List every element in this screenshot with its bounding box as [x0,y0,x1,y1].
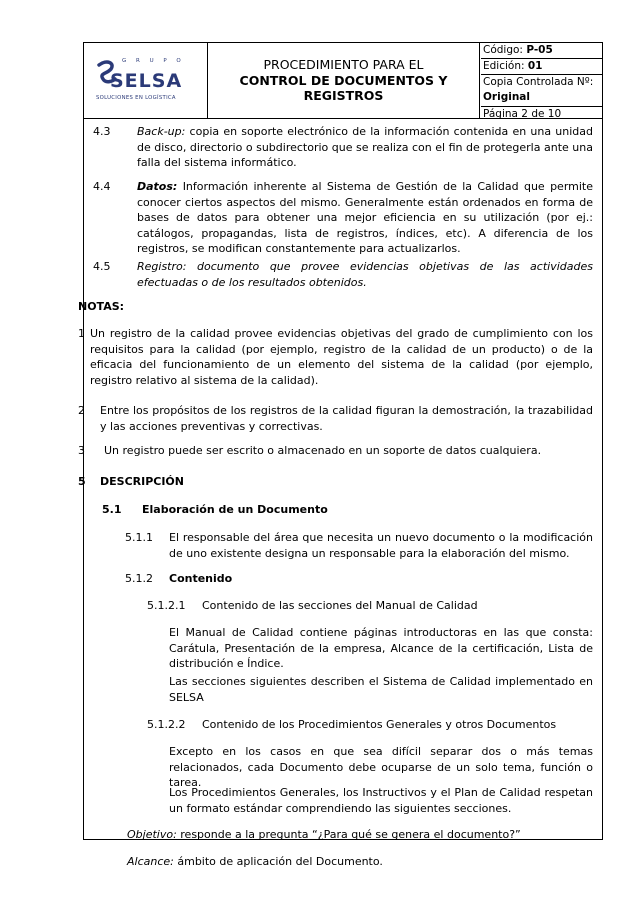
definition-datos [137,179,593,257]
paragraph-excepto: Excepto en los casos en que sea difícil separar dos o más temas relacionados, cada Documento debe ocuparse de un solo tema, función o tarea. [169,745,593,789]
section-title: DESCRIPCIÓN [100,475,184,488]
subsection-number: 5.1 [102,503,122,516]
title-line-2: CONTROL DE DOCUMENTOS Y [239,72,448,88]
edicion-value: 01 [527,60,543,72]
copia-value: Original [483,91,530,103]
document-page [78,42,603,868]
item-number: 4.5 [93,260,111,273]
item-number: 5.1.2.1 [147,599,186,612]
pagina-row: Página 2 de 10 [483,108,562,120]
item-number: 5.1.2.2 [147,718,186,731]
item-number: 4.3 [93,125,111,138]
definition-text: copia en soporte electrónico de la información contenida en una unidad de disco, directorio o subdirectorio que se realiza con el fin de protegerla ante una falla del sistema informático. [137,125,593,169]
objetivo-line [127,827,593,843]
paragraph-procedimientos: Los Procedimientos Generales, los Instructivos y el Plan de Calidad respetan un formato estándar comprendiendo las siguientes secciones. [169,786,593,815]
item-5-1-2-2-title: Contenido de los Procedimientos Generales y otros Documentos [202,718,557,731]
term: Alcance: [127,855,174,868]
document-control-info [481,43,602,118]
item-5-1-2-title: Contenido [169,572,233,585]
section-number: 5 [78,475,86,488]
term: Datos: [137,180,178,193]
term: Objetivo: [127,828,177,841]
note-2: Entre los propósitos de los registros de la calidad figuran la demostración, la trazabilidad y las acciones preventivas y correctivas. [100,404,593,433]
codigo-row [481,43,602,59]
term: Back-up: [137,125,186,138]
logo-name: SELSA [110,70,183,92]
title-line-1: PROCEDIMIENTO PARA EL [263,57,424,72]
note-number: 2 [78,404,85,417]
copia-row [481,75,602,107]
item-number: 5.1.1 [125,531,153,544]
note-text: Un registro de la calidad provee evidencias objetivas del grado de cumplimiento con los requisitos para la calidad (por ejemplo, registro de la calidad de un producto) o de la eficacia del funcionamiento de un elemento del sistema de la calidad (por ejemplo, registro relativo al sistema de la calidad). [90,327,593,387]
definition-text: ámbito de aplicación del Documento. [173,855,383,868]
codigo-label: Código: [483,44,527,56]
definition-backup [137,124,593,171]
alcance-line [127,854,593,870]
item-5-1-1: El responsable del área que necesita un nuevo documento o la modificación de uno existente designa un responsable para la elaboración del mismo. [169,531,593,560]
notes-heading: NOTAS: [78,300,125,313]
subsection-title: Elaboración de un Documento [142,503,328,516]
item-number: 4.4 [93,180,111,193]
company-logo [84,43,208,118]
item-5-1-2-1-title: Contenido de las secciones del Manual de Calidad [202,599,478,612]
codigo-value: P-05 [526,44,553,56]
note-number: 3 [78,444,85,457]
definition-text: responde a la pregunta “¿Para qué se genera el documento?” [176,828,521,841]
definition-text: Información inherente al Sistema de Gestión de la Calidad que permite conocer ciertos aspectos del mismo. Generalmente están ordenados en forma de bases de datos para obtener una mejor eficiencia en su utilización (por ej.: catálogos, propagandas, lista de registros, índices, etc). A diferencia de los registros, se modifican constantemente para actualizarlos. [137,180,593,255]
note-number: 1 [78,327,85,340]
edicion-label: Edición: [483,60,528,72]
note-1 [90,326,593,388]
definition-registro: Registro: documento que provee evidencias objetivas de las actividades efectuadas o de los resultados obtenidos. [137,260,593,289]
document-header [84,43,602,119]
note-3: Un registro puede ser escrito o almacenado en un soporte de datos cualquiera. [104,444,542,457]
document-title [208,43,480,118]
paragraph-manual: El Manual de Calidad contiene páginas introductoras en las que consta: Carátula, Presentación de la empresa, Alcance de la certificación, Lista de distribución e Índice. [169,626,593,670]
paragraph-secciones: Las secciones siguientes describen el Sistema de Calidad implementado en SELSA [169,675,593,704]
logo-tagline: SOLUCIONES EN LOGÍSTICA [96,95,176,101]
edicion-row [481,59,602,75]
title-line-3: REGISTROS [303,88,384,103]
copia-label: Copia Controlada Nº: [483,76,594,88]
logo-grupo-text: G R U P O [122,58,185,64]
item-number: 5.1.2 [125,572,153,585]
